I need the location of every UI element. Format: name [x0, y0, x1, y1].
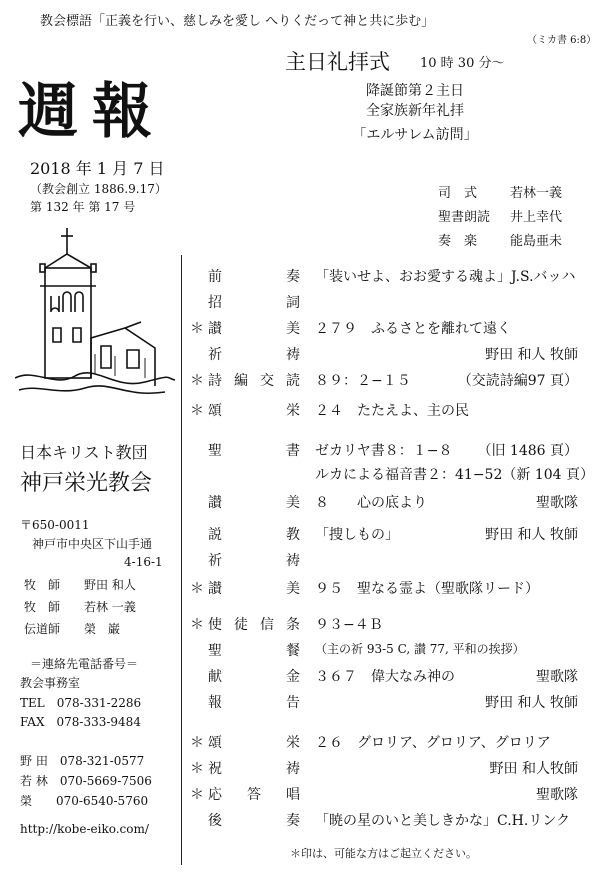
program-row: ＊ 讃美 ２７９ ふるさとを離れて遠く [190, 321, 511, 337]
role-label: 聖書朗読 [438, 210, 491, 225]
office-tel: TEL 078-331-2286 [20, 696, 142, 710]
office-label: 教会事務室 [20, 676, 81, 690]
staff-name: 若林 一義 [84, 600, 136, 614]
church-motto: 教会標語「正義を行い、慈しみを愛し へりくだって神と共に歩む」 [40, 14, 435, 29]
role-name: 若林一義 [510, 186, 563, 201]
office-fax: FAX 078-333-9484 [20, 715, 141, 729]
program-row: 聖餐 （主の祈 93-5 C, 讃 77, 平和の挨拶） [208, 642, 525, 659]
program-row: 招詞 [208, 295, 300, 311]
staff-title: 伝道師 [24, 622, 61, 636]
church-name: 神戸栄光教会 [20, 471, 153, 496]
founded-date: （教会創立 1886.9.17） [30, 182, 167, 196]
address-line-1: 神戸市中央区下山手通 [32, 537, 153, 551]
program-row: ルカによる福音書２：41−52（新 104 頁） [315, 467, 594, 483]
program-row: 祈祷 野田 和人 牧師 [208, 347, 578, 363]
program-row: ＊ 頌栄 ２６ グロリア、グロリア、グロリア [190, 735, 551, 751]
staff-title: 牧 師 [24, 578, 61, 592]
program-row: ＊ 応答唱 聖歌隊 [190, 787, 578, 803]
program-row: ＊ 祝祷 野田 和人牧師 [190, 761, 578, 777]
bulletin-date: 2018 年 1 月 7 日 [30, 159, 165, 178]
program-row: ＊ 詩編交読 ８９：２−１５ （交読詩編97 頁） [190, 373, 578, 389]
standing-footnote: ＊印は、可能な方はご起立ください。 [290, 847, 477, 860]
program-row: 聖書 ゼカリヤ書８：１−８ （旧 1486 頁） [208, 443, 578, 459]
program-row: ＊ 讃美 ９５ 聖なる霊よ（聖歌隊リード） [190, 581, 539, 597]
role-label: 司 式 [438, 186, 478, 201]
program-row: ＊ 頌栄 ２４ たたえよ、主の民 [190, 403, 469, 419]
service-theme: 「エルサレム訪問」 [352, 127, 478, 143]
contact-heading: ＝連絡先電話番号＝ [30, 657, 139, 671]
service-time: 10 時 30 分〜 [420, 56, 505, 71]
motto-source: （ミカ書 6:8） [527, 35, 597, 46]
role-name: 能島亜未 [510, 234, 563, 249]
program-row: 祈祷 [208, 553, 300, 569]
church-building-illustration [15, 228, 175, 408]
year-issue: 第 132 年 第 17 号 [30, 200, 136, 214]
program-row: 献金 ３６７ 偉大なみ神の 聖歌隊 [208, 669, 578, 685]
staff-name: 榮 巌 [84, 622, 121, 636]
denomination: 日本キリスト教団 [20, 443, 148, 462]
role-name: 井上幸代 [510, 210, 563, 225]
service-week: 降誕節第２主日 [366, 83, 464, 99]
service-occasion: 全家族新年礼拝 [366, 103, 464, 119]
program-row: 報告 野田 和人 牧師 [208, 695, 578, 711]
service-title: 主日礼拝式 [285, 50, 390, 74]
role-label: 奏 楽 [438, 234, 478, 249]
bulletin-title: 週報 [18, 77, 166, 147]
staff-name: 野田 和人 [84, 578, 136, 592]
website-url: http://kobe-eiko.com/ [20, 822, 149, 836]
program-row: 讃美 ８ 心の底より 聖歌隊 [208, 495, 578, 511]
phone-entry: 榮 070-6540-5760 [20, 794, 149, 808]
program-row: 説教 「捜しもの」 野田 和人 牧師 [208, 527, 578, 543]
column-divider [181, 255, 182, 865]
postal-code: 〒650-0011 [20, 518, 90, 532]
staff-title: 牧 師 [24, 600, 61, 614]
program-row: 後奏 「暁の星のいと美しきかな」C.H.リンク [208, 813, 571, 829]
phone-entry: 若 林 070-5669-7506 [20, 774, 152, 788]
program-row: 前奏 「装いせよ、おお愛する魂よ」J.S.バッハ [208, 269, 576, 285]
address-line-2: 4-16-1 [124, 555, 163, 569]
phone-entry: 野 田 078-321-0577 [20, 754, 145, 768]
program-row: ＊ 使徒信条 ９３−４Ｂ [190, 617, 383, 633]
